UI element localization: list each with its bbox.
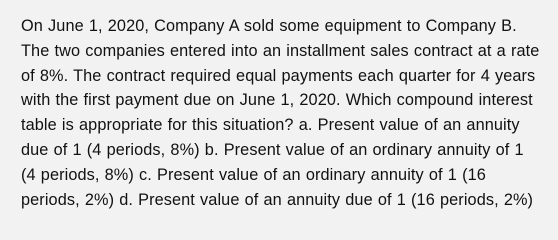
question-text: On June 1, 2020, Company A sold some equipment to Company B. The two companies entered into an installment sales contract at a rate of 8%. The contract required equal payments each quarter for 4 years with the first payment due on June 1, 2020. Which compound interest table is appropriate for this situation? a. Present value of an annuity due of 1 (4 periods, 8%) b. Present value of an ordinary annuity of 1 (4 periods, 8%) c. Present value of an ordinary annuity of 1 (16 periods, 2%) d. Present value of an annuity due of 1 (16 periods, 2%) (21, 17, 540, 209)
